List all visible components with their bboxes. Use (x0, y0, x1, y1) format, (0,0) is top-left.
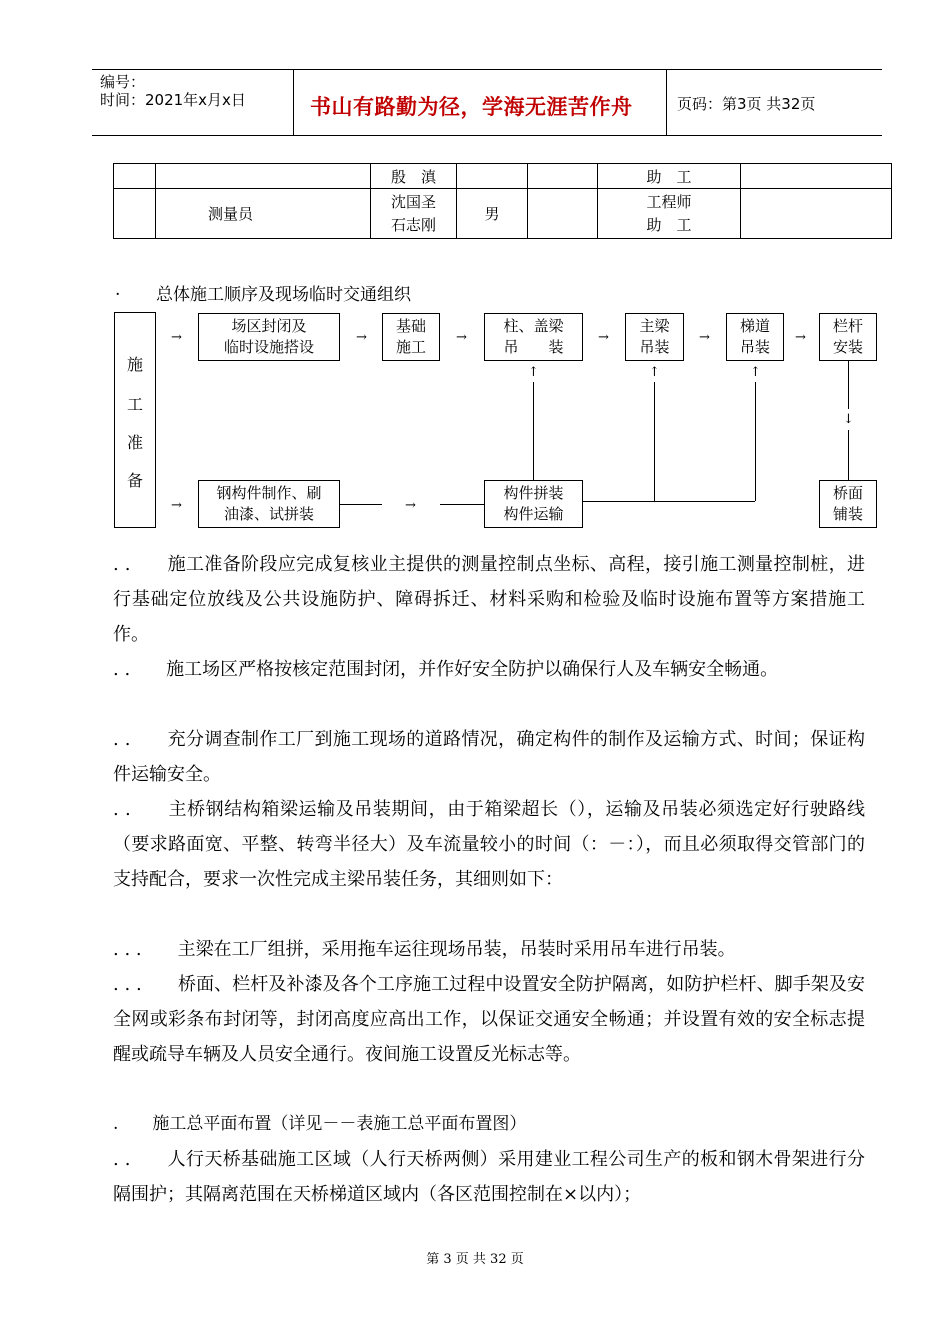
title-line: 助 工 (646, 215, 692, 234)
arrow-right-icon: → (456, 330, 467, 345)
header-number-label: 编号： (100, 73, 146, 91)
paragraph-main-beam-transport: . . 主桥钢结构箱梁运输及吊装期间，由于箱梁超长（），运输及吊装必须选定好行驶路线（要求路面宽、平整、转弯半径大）及车流量较小的时间（：－：），而且必须取得交管部门的支持配合，要求一次性完成主梁吊装任务，其细则如下： (113, 799, 865, 890)
box-text: 基础 (395, 317, 426, 335)
connector-line (848, 361, 849, 409)
box-text: 主梁 (639, 317, 670, 335)
connector-line (533, 382, 534, 480)
paragraph-transport-survey: . . 充分调查制作工厂到施工现场的道路情况，确定构件的制作及运输方式、时间；保证构件运输安全。 (113, 729, 865, 785)
box-text: 构件拼装 (503, 484, 564, 502)
section-title: 总体施工顺序及现场临时交通组织 (156, 285, 411, 305)
section-number: . (115, 280, 121, 300)
table-cell-names (371, 189, 457, 239)
table-cell-role (156, 189, 371, 239)
prep-char: 工 (126, 395, 143, 414)
table-cell (528, 189, 598, 239)
box-text: 梯道 (739, 317, 770, 335)
flow-box-deck-paving (819, 480, 877, 528)
connector-line (848, 430, 849, 480)
arrow-right-icon: → (171, 498, 182, 513)
paragraph-site-closure: . . 施工场区严格按核定范围封闭，并作好安全防护以确保行人及车辆安全畅通。 (113, 659, 779, 680)
connector-line (340, 504, 382, 505)
table-cell-gender: 男 (457, 189, 528, 239)
paragraph-foundation-area: . . 人行天桥基础施工区域（人行天桥两侧）采用建业工程公司生产的板和钢木骨架进行分隔围护；其隔离范围在天桥梯道区域内（各区范围控制在×以内）； (113, 1149, 865, 1205)
flow-box-railing (819, 313, 877, 361)
box-text: 吊装 (639, 338, 670, 356)
arrow-up-icon: ↑ (528, 365, 539, 380)
prep-char: 施 (126, 355, 143, 374)
table-cell (528, 164, 598, 189)
title-line: 工程师 (646, 192, 692, 211)
table-cell (741, 189, 892, 239)
box-text: 临时设施搭设 (223, 338, 314, 356)
prep-char: 备 (126, 471, 143, 490)
connector-line (654, 382, 655, 501)
paragraph-factory-assembly: . . . 主梁在工厂组拼，采用拖车运往现场吊装，吊装时采用吊车进行吊装。 (113, 939, 736, 960)
section-layout-heading: . 施工总平面布置（详见－－表施工总平面布置图） (113, 1114, 527, 1134)
flow-box-main-beam (625, 313, 684, 361)
box-text: 施工 (395, 338, 426, 356)
table-cell (457, 164, 528, 189)
role-text: 测量员 (208, 205, 254, 223)
paragraph-safety-isolation: . . . 桥面、栏杆及补漆及各个工序施工过程中设置安全防护隔离，如防护栏杆、脚手架及安全网或彩条布封闭等，封闭高度应高出工作，以保证交通安全畅通；并设置有效的安全标志提醒或疏导车辆及人员安全通行。夜间施工设置反光标志等。 (113, 974, 865, 1065)
table-cell-titles (598, 189, 741, 239)
header-page-label: 页码：第3页 共32页 (677, 95, 816, 113)
arrow-right-icon: → (171, 330, 182, 345)
header-date-label: 时间：2021年x月x日 (100, 91, 246, 109)
box-text: 吊装 (739, 338, 770, 356)
box-text: 钢构件制作、刷 (216, 484, 322, 502)
arrow-up-icon: ↑ (750, 365, 761, 380)
flow-box-steel-fabrication (198, 480, 340, 528)
arrow-right-icon: → (699, 330, 710, 345)
connector-line (583, 501, 755, 502)
flow-box-foundation (382, 313, 440, 361)
arrow-right-icon: → (356, 330, 367, 345)
table-row (114, 189, 892, 239)
table-cell (741, 164, 892, 189)
header-divider-left (293, 69, 294, 135)
box-text: 场区封闭及 (231, 317, 307, 335)
box-text: 栏杆 (832, 317, 863, 335)
header-bottom-rule (92, 135, 882, 136)
paragraph-site-preparation: . . 施工准备阶段应完成复核业主提供的测量控制点坐标、高程，接引施工测量控制桩，进行基础定位放线及公共设施防护、障碍拆迁、材料采购和检验及临时设施布置等方案措施工作。 (113, 554, 865, 645)
flow-box-assembly-transport (484, 480, 583, 528)
header-motto: 书山有路勤为径，学海无涯苦作舟 (310, 95, 633, 119)
flow-box-site-closure (198, 313, 340, 361)
box-text: 安装 (832, 338, 863, 356)
name-line: 石志刚 (390, 215, 436, 234)
header-top-rule (92, 69, 882, 70)
flow-box-column-lifting (484, 313, 583, 361)
arrow-right-icon: → (405, 498, 416, 513)
table-cell (114, 189, 156, 239)
table-cell-title: 助 工 (598, 164, 741, 189)
page-footer: 第 3 页 共 32 页 (426, 1252, 524, 1267)
table-cell (156, 164, 371, 189)
connector-line (440, 504, 484, 505)
box-text: 油漆、试拼装 (223, 505, 314, 523)
staff-table (113, 163, 892, 239)
flow-box-preparation (114, 312, 156, 528)
box-text: 柱、盖梁 (503, 317, 564, 335)
table-cell-name: 殷 滇 (371, 164, 457, 189)
arrow-right-icon: → (795, 330, 806, 345)
box-text: 构件运输 (503, 505, 564, 523)
table-row (114, 164, 892, 189)
header-divider-right (666, 69, 667, 135)
arrow-down-icon: ↓ (843, 412, 854, 427)
connector-line (755, 382, 756, 501)
box-text: 桥面 (832, 484, 863, 502)
box-text: 铺装 (832, 505, 863, 523)
name-line: 沈国圣 (390, 192, 436, 211)
table-cell (114, 164, 156, 189)
box-text: 吊 装 (503, 338, 564, 356)
prep-char: 准 (126, 433, 143, 452)
arrow-up-icon: ↑ (649, 365, 660, 380)
arrow-right-icon: → (598, 330, 609, 345)
flow-box-stair-lifting (726, 313, 784, 361)
